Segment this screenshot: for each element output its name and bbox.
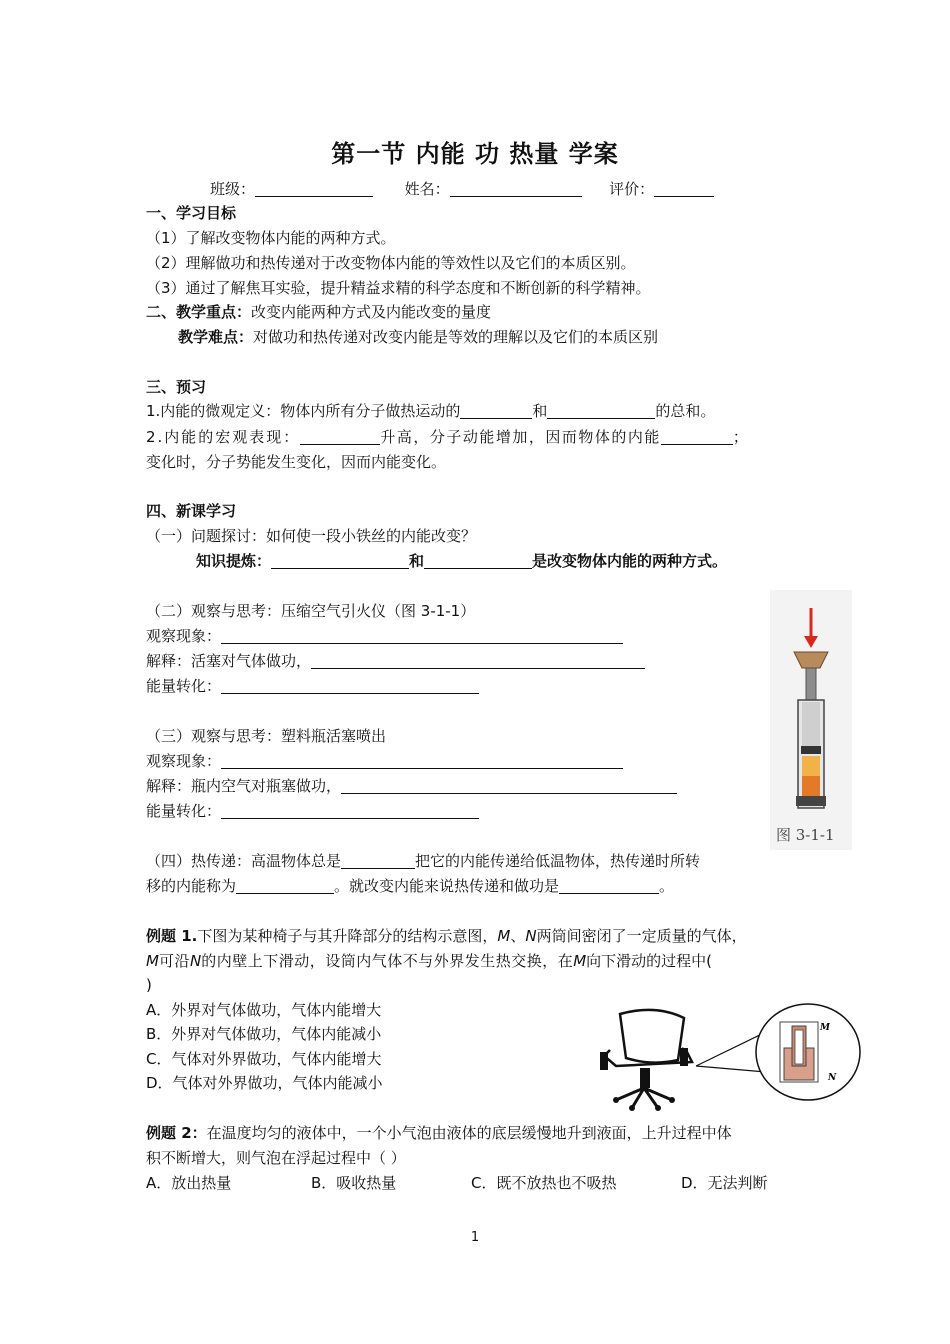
observe-3-explain: [146, 775, 677, 797]
observe-label: 观察现象：: [146, 752, 222, 770]
section3-heading: 三、预习: [146, 378, 207, 396]
knowledge-label: 知识提炼：: [196, 552, 272, 570]
knowledge-text: 是改变物体内能的两种方式。: [532, 552, 728, 570]
page-title: 第一节 内能 功 热量 学案: [331, 140, 619, 168]
var-N: N: [525, 927, 537, 945]
example1-text: 下图为某种椅子与其升降部分的结构示意图，: [197, 927, 498, 945]
name-blank[interactable]: [450, 180, 582, 197]
example1-option-c[interactable]: C．气体对外界做功，气体内能增大: [146, 1050, 382, 1068]
blank[interactable]: [661, 428, 733, 445]
preview-q2-cont: 变化时，分子势能发生变化，因而内能变化。: [146, 453, 447, 471]
var-N: N: [189, 952, 202, 970]
example1-text: 的内壁上下滑动，设筒内气体不与外界发生热交换，在: [201, 952, 574, 970]
energy-label: 能量转化：: [146, 677, 222, 695]
example1-option-a[interactable]: A．外界对气体做功，气体内能增大: [146, 1001, 382, 1019]
focus-label: 二、教学重点：: [146, 303, 252, 321]
example1-paren: ): [146, 976, 152, 994]
observe-3-phenomenon: [146, 750, 623, 772]
observe-label: 观察现象：: [146, 627, 222, 645]
preview-q2-text: 2.内能的宏观表现：: [146, 428, 301, 446]
problem-explore: （一）问题探讨：如何使一段小铁丝的内能改变？: [146, 527, 477, 545]
heat-text: 把它的内能传递给低温物体，热传递时所转: [415, 852, 701, 870]
difficulty-row: [178, 326, 658, 348]
blank[interactable]: [341, 777, 677, 794]
blank[interactable]: [221, 752, 623, 769]
example1-text: 向下滑动的过程中(: [586, 952, 713, 970]
blank[interactable]: [424, 552, 532, 569]
explain-label: 解释：瓶内空气对瓶塞做功，: [146, 777, 342, 795]
observe-3-energy: [146, 800, 479, 822]
example1-text: 两筒间密闭了一定质量的气体，: [536, 927, 747, 945]
figure-label-M: M: [820, 1023, 830, 1033]
eval-label: 评价：: [609, 180, 655, 198]
section4-heading: 四、新课学习: [146, 502, 237, 520]
knowledge-text: 和: [409, 552, 425, 570]
example2-option-d[interactable]: D．无法判断: [681, 1174, 768, 1192]
example2-label: 例题 2：: [146, 1124, 207, 1142]
observe-2-title: （二）观察与思考：压缩空气引火仪（图 3-1-1）: [146, 602, 476, 620]
fire-syringe-figure: [770, 590, 852, 850]
preview-q1: [146, 400, 715, 422]
preview-q1-text: 的总和。: [655, 402, 716, 420]
observe-2-explain: [146, 650, 645, 672]
example1-option-b[interactable]: B．外界对气体做功，气体内能减小: [146, 1025, 382, 1043]
example2-line1: [146, 1122, 732, 1144]
example2-options: [146, 1172, 768, 1194]
example2-option-a[interactable]: A．放出热量: [146, 1174, 232, 1192]
name-label: 姓名：: [404, 180, 450, 198]
example2-option-b[interactable]: B．吸收热量: [311, 1174, 397, 1192]
figure-label-N: N: [828, 1073, 837, 1083]
blank[interactable]: [236, 877, 334, 894]
blank[interactable]: [311, 652, 645, 669]
heat-transfer-2: [146, 875, 674, 897]
focus-row: [146, 301, 491, 323]
eval-blank[interactable]: [654, 180, 714, 197]
explain-label: 解释：活塞对气体做功，: [146, 652, 312, 670]
class-label: 班级：: [210, 180, 256, 198]
difficulty-text: 对做功和热传递对改变内能是等效的理解以及它们的本质区别: [253, 328, 659, 346]
chair-figure: [596, 1000, 864, 1112]
blank[interactable]: [221, 677, 479, 694]
difficulty-label: 教学难点：: [178, 328, 254, 346]
observe-2-phenomenon: [146, 625, 623, 647]
blank[interactable]: [341, 852, 415, 869]
example2-line2: 积不断增大，则气泡在浮起过程中（ ）: [146, 1149, 406, 1167]
knowledge-summary: [196, 550, 727, 572]
example1-line2: [146, 950, 712, 972]
heat-text: 移的内能称为: [146, 877, 237, 895]
example2-option-c[interactable]: C．既不放热也不吸热: [471, 1174, 617, 1192]
example1-text: 可沿: [158, 952, 190, 970]
figure-caption: 图 3-1-1: [776, 826, 835, 844]
energy-label: 能量转化：: [146, 802, 222, 820]
preview-q2: [146, 426, 748, 448]
var-M: M: [573, 952, 587, 970]
example1-text: 、: [510, 927, 526, 945]
blank[interactable]: [271, 552, 409, 569]
example1-label: 例题 1.: [146, 927, 198, 945]
var-M: M: [146, 952, 159, 970]
header-row: [210, 178, 714, 200]
heat-text: 。就改变内能来说热传递和做功是: [334, 877, 560, 895]
section1-heading: 一、学习目标: [146, 204, 237, 222]
heat-text: 。: [659, 877, 675, 895]
blank[interactable]: [460, 402, 532, 419]
objective-3: （3）通过了解焦耳实验，提升精益求精的科学态度和不断创新的科学精神。: [146, 279, 651, 297]
observe-2-energy: [146, 675, 479, 697]
preview-q1-text: 1.内能的微观定义：物体内所有分子做热运动的: [146, 402, 461, 420]
observe-3-title: （三）观察与思考：塑料瓶活塞喷出: [146, 727, 387, 745]
example1-line1: [146, 925, 747, 947]
focus-text: 改变内能两种方式及内能改变的量度: [251, 303, 492, 321]
objective-1: （1）了解改变物体内能的两种方式。: [146, 229, 396, 247]
heat-transfer-1: [146, 850, 700, 872]
example2-text: 在温度均匀的液体中，一个小气泡由液体的底层缓慢地升到液面，上升过程中体: [206, 1124, 732, 1142]
blank[interactable]: [221, 627, 623, 644]
page-number: 1: [470, 1230, 480, 1245]
heat-text: （四）热传递：高温物体总是: [146, 852, 342, 870]
preview-q1-text: 和: [532, 402, 548, 420]
example1-option-d[interactable]: D．气体对外界做功，气体内能减小: [146, 1074, 383, 1092]
preview-q2-text: ；: [732, 428, 748, 446]
objective-2: （2）理解做功和热传递对于改变物体内能的等效性以及它们的本质区别。: [146, 254, 636, 272]
blank[interactable]: [300, 428, 380, 445]
preview-q2-text: 升高，分子动能增加，因而物体的内能: [380, 428, 661, 446]
blank[interactable]: [547, 402, 655, 419]
class-blank[interactable]: [255, 180, 373, 197]
blank[interactable]: [559, 877, 659, 894]
blank[interactable]: [221, 802, 479, 819]
var-M: M: [497, 927, 511, 945]
